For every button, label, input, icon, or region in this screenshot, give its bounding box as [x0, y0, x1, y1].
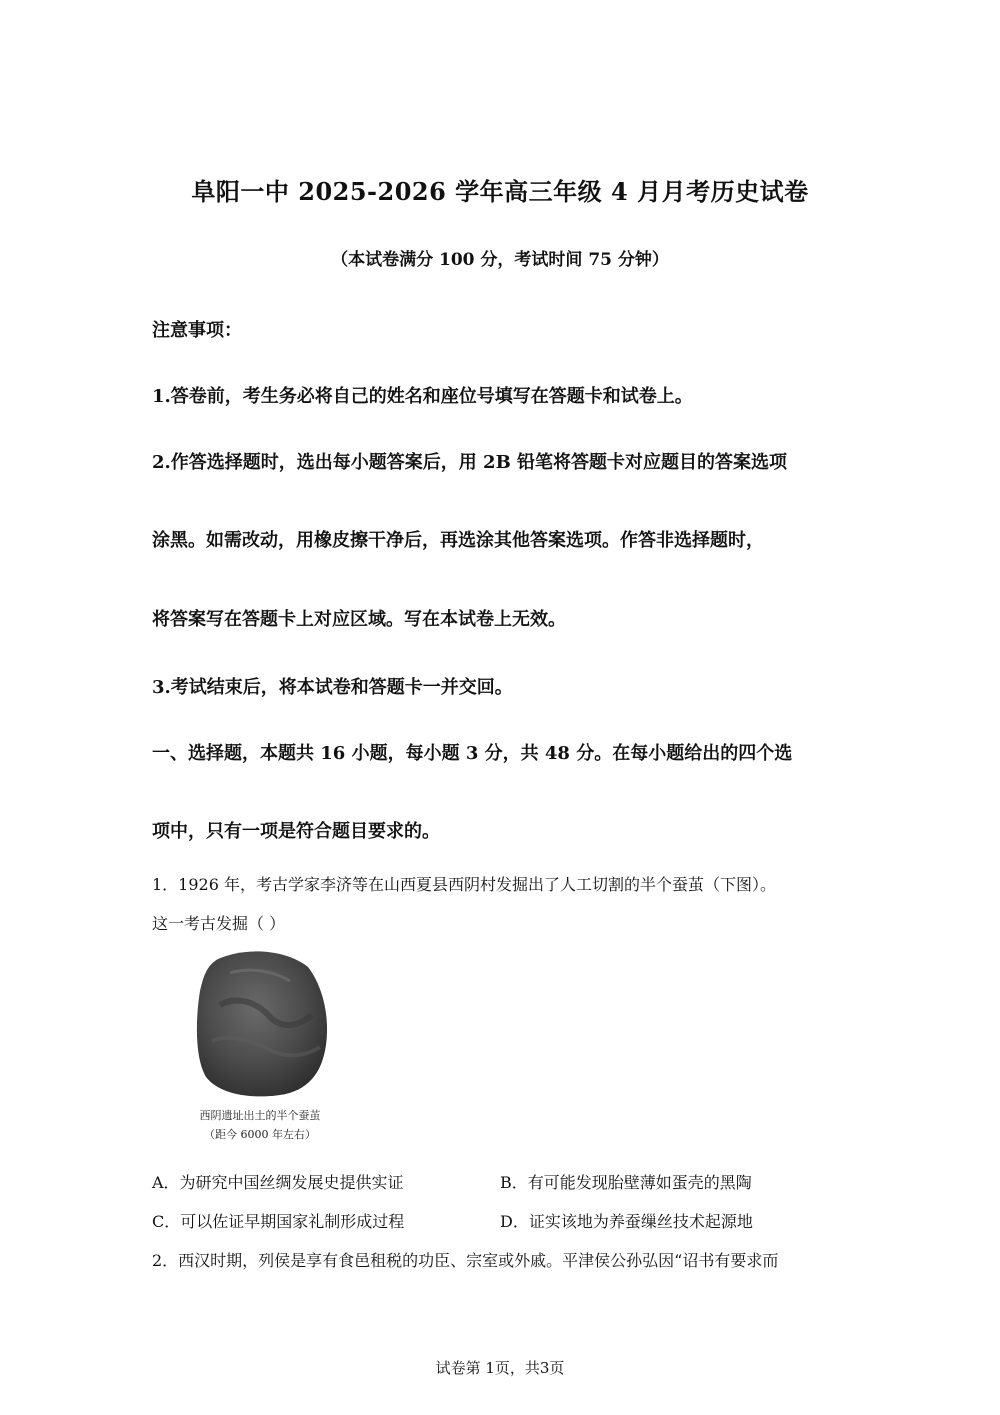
page-footer: 试卷第 1页，共3页 [435, 1359, 565, 1377]
page-title: 阜阳一中 2025-2026 学年高三年级 4 月月考历史试卷 [191, 177, 809, 206]
question-1-stem: 这一考古发掘（ ） [152, 914, 286, 933]
question-1-option-a: A．为研究中国丝绸发展史提供实证 [152, 1173, 404, 1192]
silkworm-cocoon-image [190, 945, 335, 1100]
question-2-stem: 2．西汉时期，列侯是享有食邑租税的功臣、宗室或外戚。平津侯公孙弘因“诏书有要求而 [152, 1251, 779, 1270]
notice-line: 2.作答选择题时，选出每小题答案后，用 2B 铅笔将答题卡对应题目的答案选项 [152, 452, 788, 473]
notice-line: 1.答卷前，考生务必将自己的姓名和座位号填写在答题卡和试卷上。 [152, 386, 693, 407]
figure-caption: 西阴遗址出土的半个蚕茧 [199, 1109, 321, 1122]
notice-heading: 注意事项： [152, 320, 242, 341]
section-heading: 项中，只有一项是符合题目要求的。 [152, 821, 440, 842]
question-1-option-c: C．可以佐证早期国家礼制形成过程 [152, 1212, 405, 1231]
notice-line: 将答案写在答题卡上对应区域。写在本试卷上无效。 [152, 609, 566, 630]
exam-subtitle: （本试卷满分 100 分，考试时间 75 分钟） [331, 250, 669, 270]
question-1-stem: 1．1926 年，考古学家李济等在山西夏县西阴村发掘出了人工切割的半个蚕茧（下图）。 [152, 875, 776, 894]
notice-line: 3.考试结束后，将本试卷和答题卡一并交回。 [152, 677, 513, 698]
figure-caption: （距今 6000 年左右） [204, 1128, 316, 1141]
question-1-option-b: B．有可能发现胎壁薄如蛋壳的黑陶 [500, 1173, 752, 1192]
question-1-option-d: D．证实该地为养蚕缫丝技术起源地 [500, 1212, 753, 1231]
section-heading: 一、选择题，本题共 16 小题，每小题 3 分，共 48 分。在每小题给出的四个选 [152, 743, 793, 764]
notice-line: 涂黑。如需改动，用橡皮擦干净后，再选涂其他答案选项。作答非选择题时， [152, 530, 764, 551]
